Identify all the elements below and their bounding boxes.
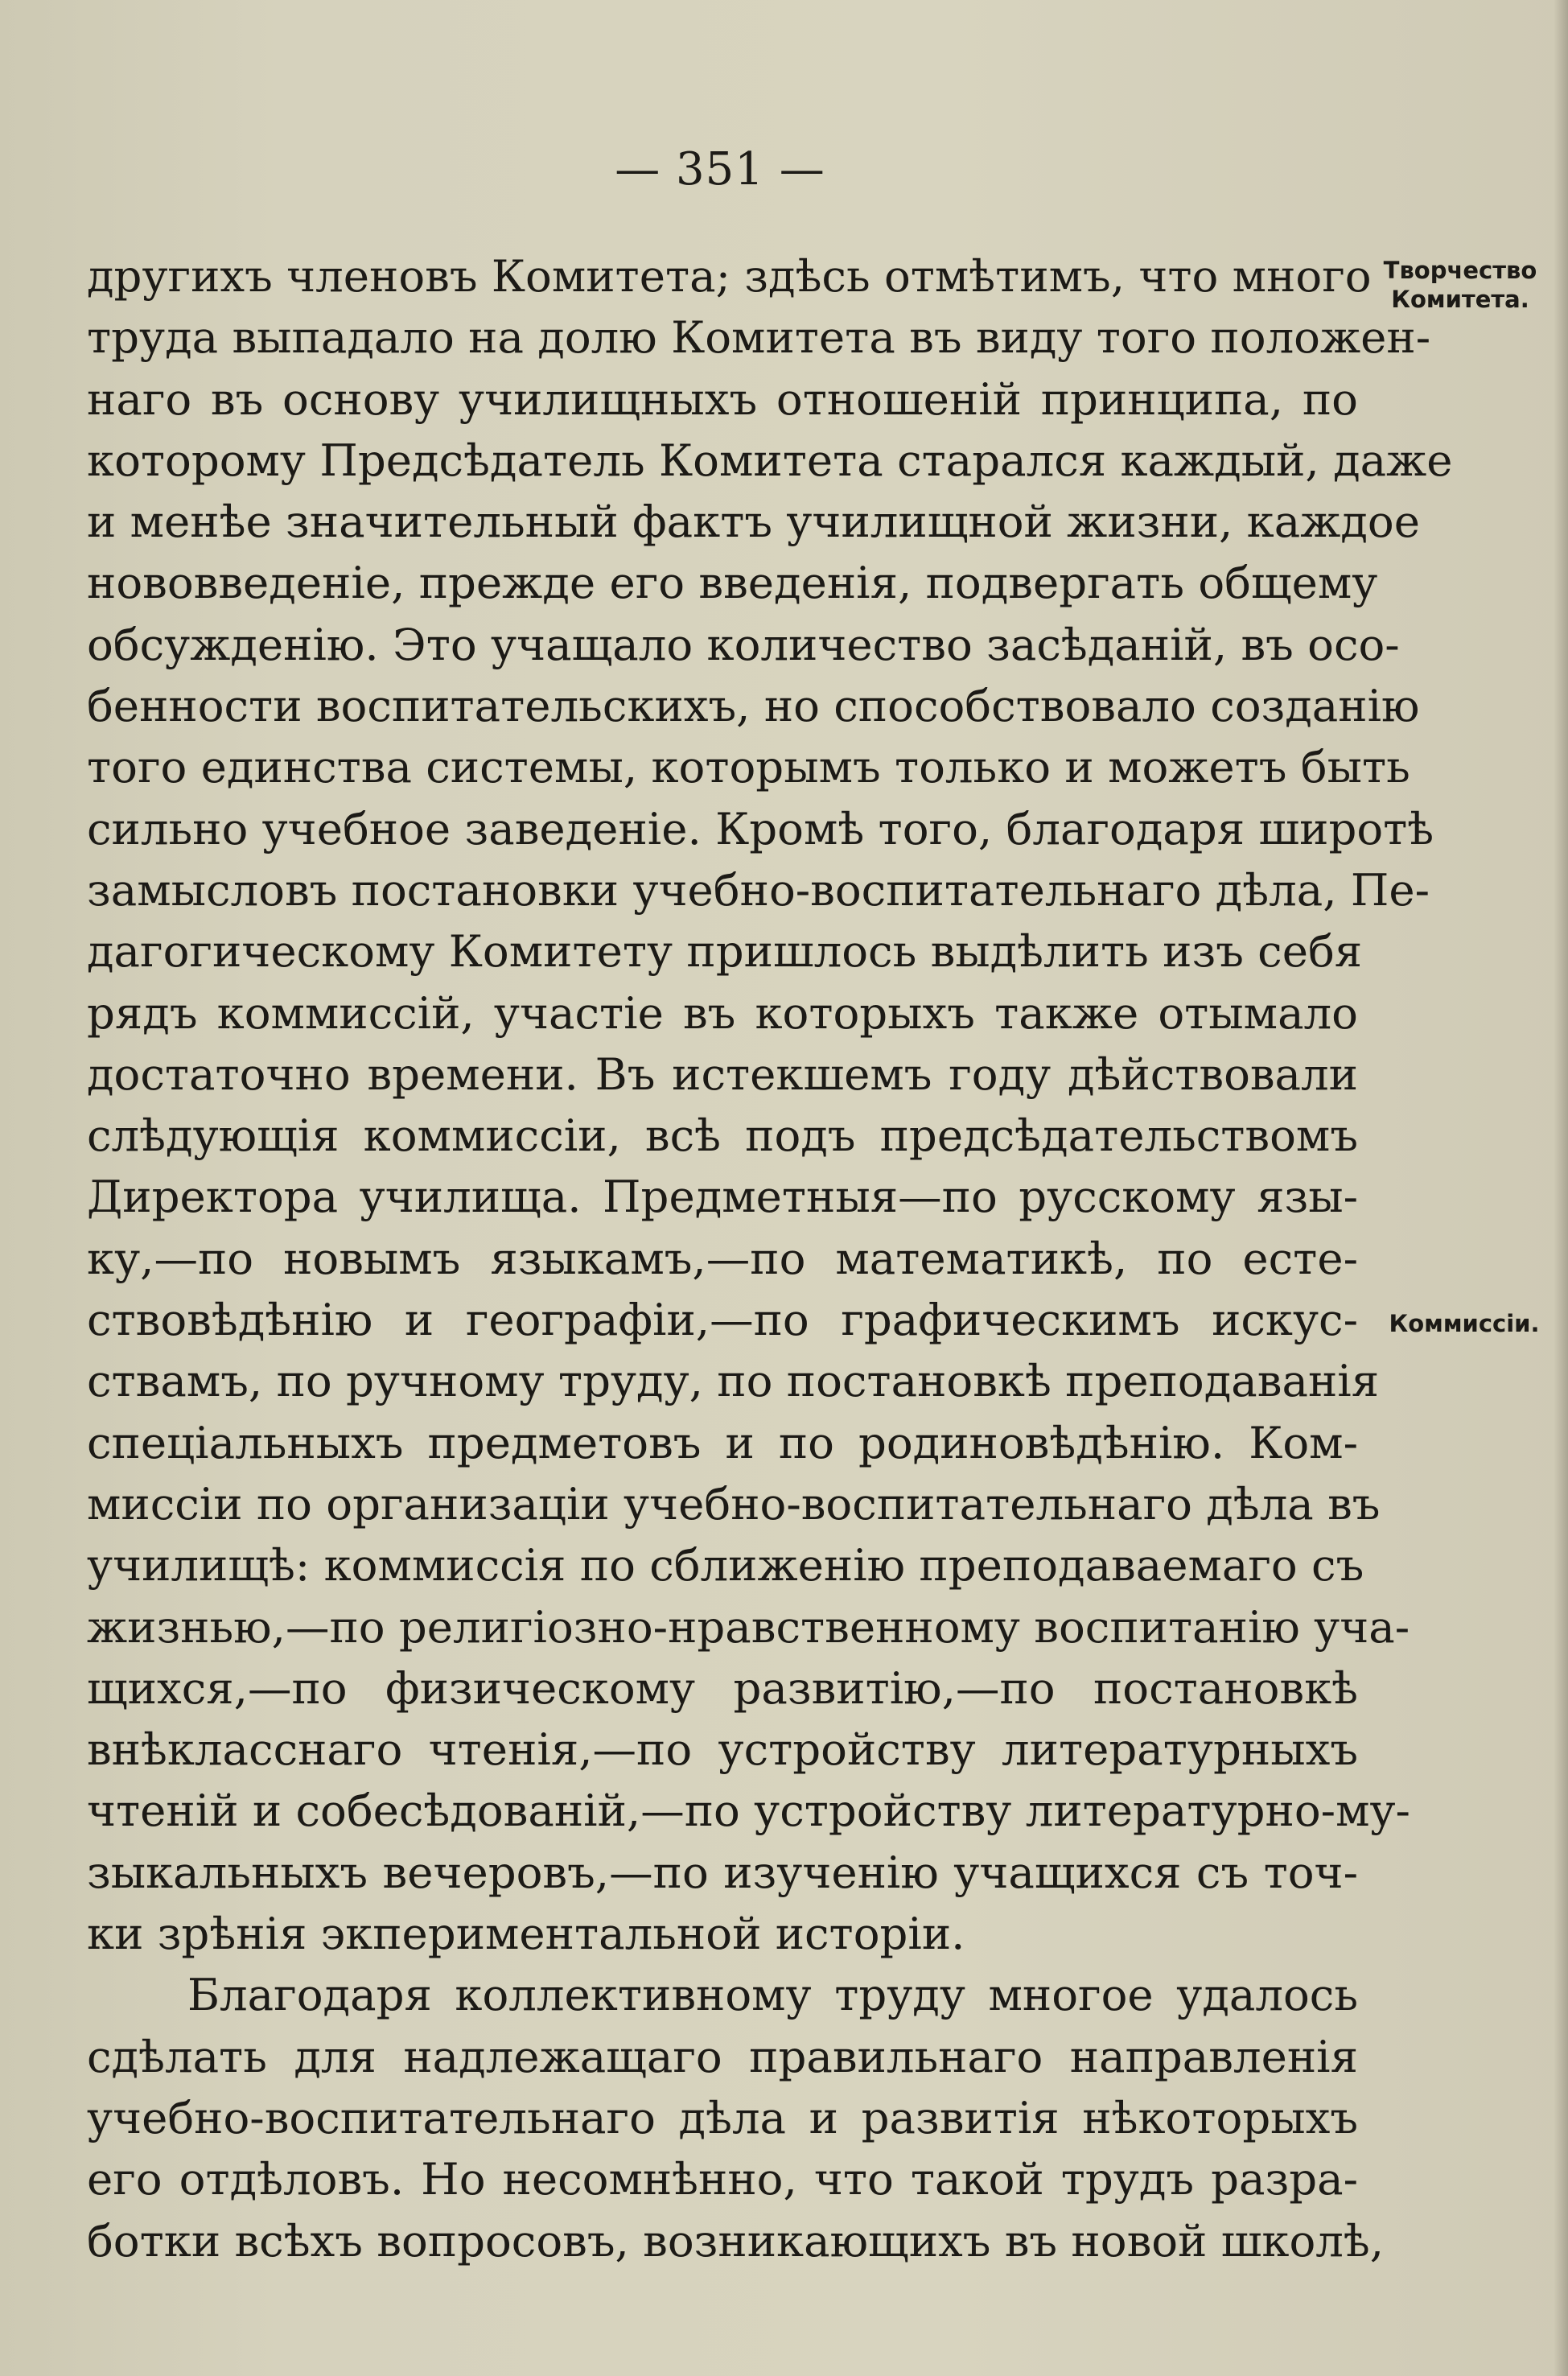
text-line: рядъ коммиссій, участіе въ которыхъ также отымало	[87, 986, 1358, 1039]
text-line: того единства системы, которымъ только и можетъ быть	[87, 741, 1410, 793]
body-text	[87, 245, 1453, 2271]
page-number: — 351 —	[615, 143, 825, 196]
text-line: ботки всѣхъ вопросовъ, возникающихъ въ новой школѣ,	[87, 2214, 1385, 2267]
margin-note-line: Творчество	[1383, 257, 1537, 284]
text-line: наго въ основу училищныхъ отношеній принципа, по	[87, 373, 1358, 425]
text-line: ствамъ, по ручному труду, по постановкѣ преподаванія	[87, 1355, 1380, 1407]
text-line: ку,—по новымъ языкамъ,—по математикѣ, по есте-	[87, 1232, 1358, 1284]
text-line: бенности воспитательскихъ, но способствовало созданію	[87, 680, 1420, 732]
text-line: другихъ членовъ Комитета; здѣсь отмѣтимъ, что много	[87, 250, 1372, 302]
text-line: Директора училища. Предметныя—по русскому язы-	[87, 1171, 1358, 1223]
margin-note-creativity	[1368, 256, 1553, 314]
text-line: ствовѣдѣнію и географіи,—по графическимъ искус-	[87, 1294, 1358, 1346]
margin-note-commissions: Коммиссіи.	[1389, 1310, 1540, 1337]
text-line: учебно-воспитательнаго дѣла и развитія нѣкоторыхъ	[87, 2091, 1358, 2143]
margin-note-line: Комитета.	[1391, 286, 1529, 313]
text-line: щихся,—по физическому развитію,—по постановкѣ	[87, 1662, 1358, 1714]
text-line: миссіи по организаціи учебно-воспитательнаго дѣла въ	[87, 1477, 1381, 1530]
text-line: обсужденію. Это учащало количество засѣданій, въ осо-	[87, 618, 1400, 670]
page-edge-shadow	[1554, 0, 1568, 2376]
paragraph-1	[87, 245, 1453, 1964]
text-line: дагогическому Комитету пришлось выдѣлить изъ себя	[87, 925, 1363, 978]
text-line: чтеній и собесѣдованій,—по устройству литературно-му-	[87, 1785, 1410, 1837]
text-line: сдѣлать для надлежащаго правильнаго направленія	[87, 2030, 1358, 2082]
text-line: внѣкласснаго чтенія,—по устройству литературныхъ	[87, 1723, 1358, 1776]
paragraph-2	[87, 1964, 1385, 2271]
text-line: ки зрѣнія экпериментальной исторіи.	[87, 1908, 965, 1960]
text-line: и менѣе значительный фактъ училищной жизни, каждое	[87, 496, 1420, 548]
text-line: замысловъ постановки учебно-воспитательнаго дѣла, Пе-	[87, 863, 1430, 916]
text-line: зыкальныхъ вечеровъ,—по изученію учащихся съ точ-	[87, 1846, 1358, 1898]
text-line: слѣдующія коммиссіи, всѣ подъ предсѣдательствомъ	[87, 1110, 1358, 1162]
text-line: труда выпадало на долю Комитета въ виду того положен-	[87, 311, 1431, 364]
text-line: сильно учебное заведеніе. Кромѣ того, благодаря широтѣ	[87, 802, 1434, 854]
text-line: которому Предсѣдатель Комитета старался каждый, даже	[87, 434, 1453, 486]
text-line: достаточно времени. Въ истекшемъ году дѣйствовали	[87, 1048, 1358, 1100]
text-line: спеціальныхъ предметовъ и по родиновѣдѣнію. Ком-	[87, 1416, 1358, 1468]
text-line: нововведеніе, прежде его введенія, подвергать общему	[87, 557, 1378, 609]
text-line: училищѣ: коммиссія по сближенію преподаваемаго съ	[87, 1539, 1364, 1592]
text-line: Благодаря коллективному труду многое удалось	[187, 1969, 1358, 2021]
text-line: его отдѣловъ. Но несомнѣнно, что такой трудъ разра-	[87, 2153, 1358, 2205]
text-line: жизнью,—по религіозно-нравственному воспитанію уча-	[87, 1600, 1410, 1653]
